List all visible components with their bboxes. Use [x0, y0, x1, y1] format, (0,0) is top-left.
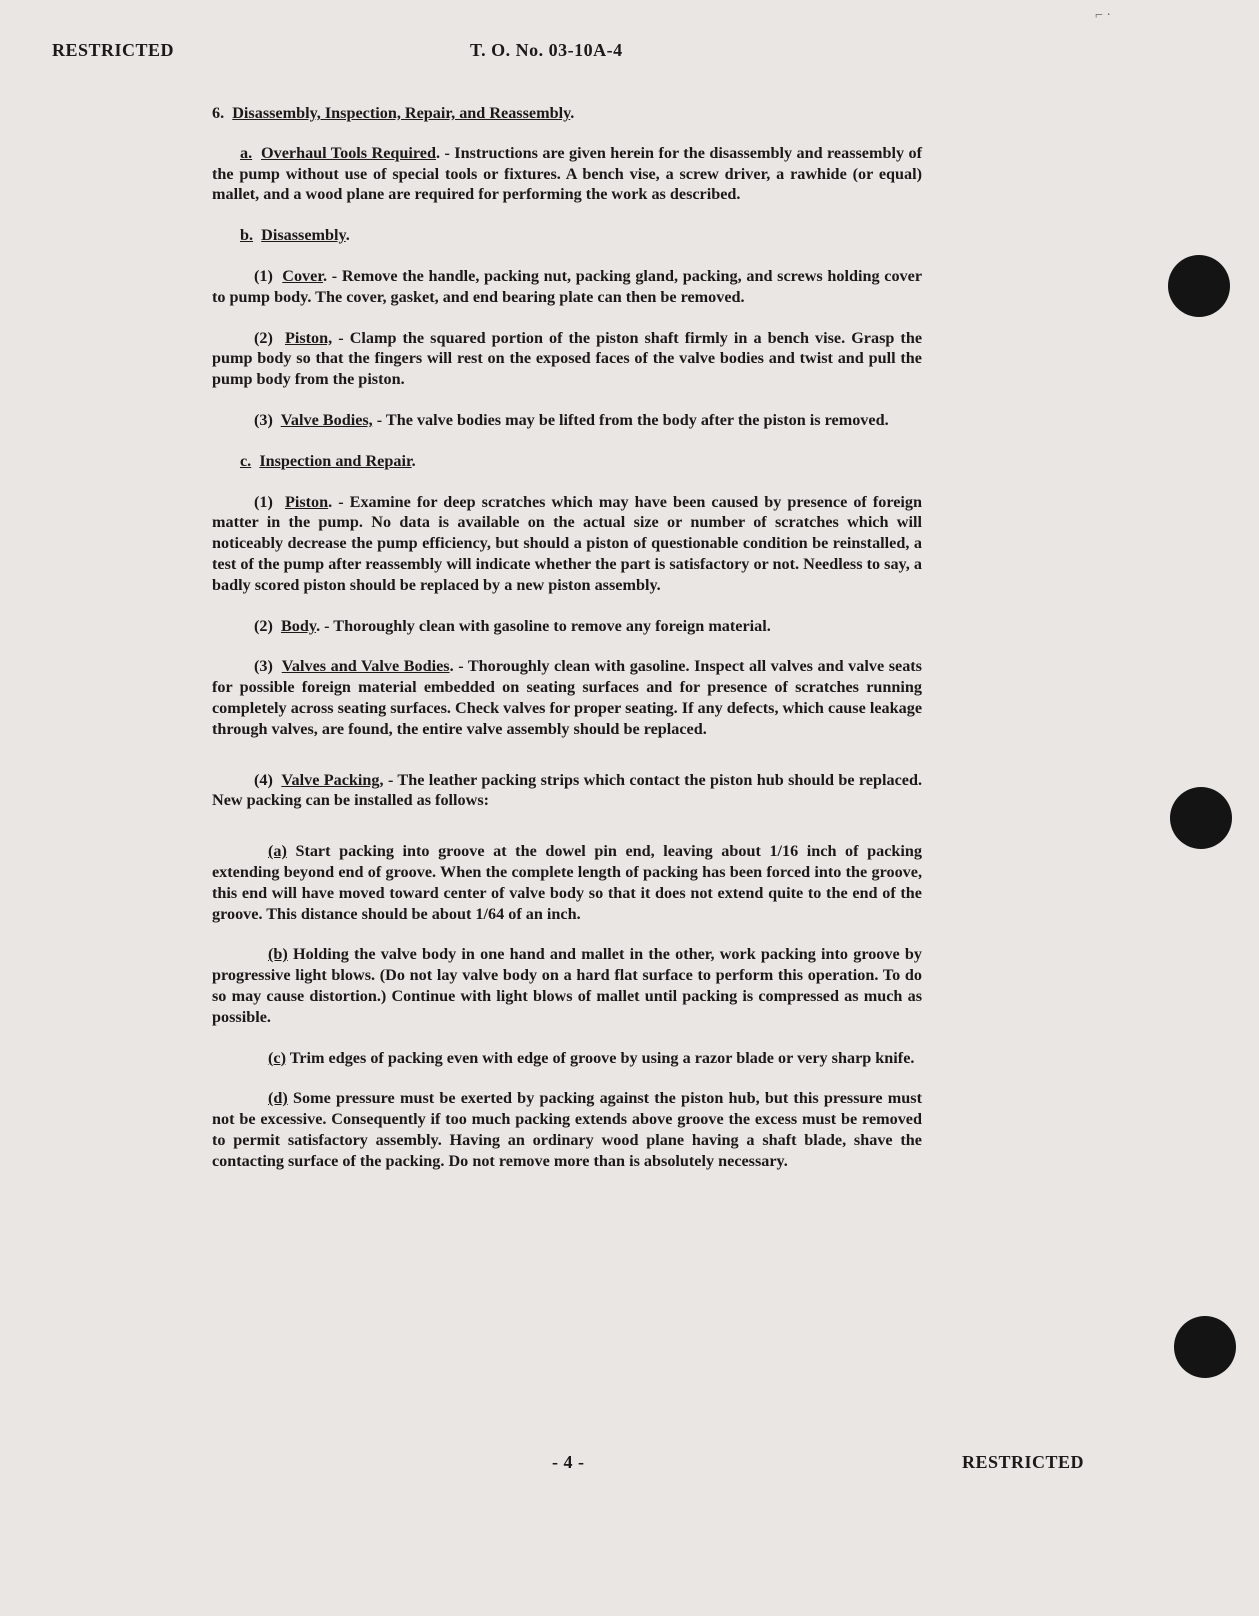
heading-end: . — [411, 451, 416, 470]
punch-hole-middle — [1170, 787, 1232, 849]
heading: Body — [280, 616, 317, 635]
paragraph-text: Start packing into groove at the dowel pin end, leaving about 1/16 inch of packing extending beyond end of groove. When the complete length of packing has been forced into the groove, this end will have moved toward center of valve body so that it does not extend quite to the end of the groove. This distance should be about 1/64 of an inch. — [212, 842, 922, 923]
paragraph-text: - Examine for deep scratches which may have been caused by presence of foreign matter in the pump. No data is available on the actual size or number of scratches which will noticeably decrease the pump efficiency, but should a piston of questionable condition be reinstalled, a test of the pump after reassembly will indicate whether the part is satisfactory or not. Needless to say, a badly scored piston should be replaced by a new piston assembly. — [212, 492, 922, 594]
paragraph-c1 — [212, 492, 922, 596]
paragraph-text: Trim edges of packing even with edge of groove by using a razor blade or very sharp knife. — [285, 1048, 915, 1067]
label: (3) — [254, 657, 273, 676]
paragraph-c4 — [212, 770, 922, 812]
punch-hole-bottom — [1174, 1316, 1236, 1378]
header-restricted-left: RESTRICTED — [52, 40, 175, 60]
heading: Piston — [284, 492, 329, 511]
label: (2) — [254, 328, 273, 347]
corner-mark: ⌐ · — [1095, 8, 1112, 23]
paragraph-c — [212, 451, 922, 472]
paragraph-text: Some pressure must be exerted by packing against the piston hub, but this pressure must not be excessive. Consequently if too much packing extends above groove the excess must be removed to permit satisfactory assembly. Having an ordinary wood plane having a shaft blade, shave the contacting surface of the packing. Do not remove more than is absolutely necessary. — [212, 1089, 922, 1170]
section-heading — [212, 103, 922, 124]
paragraph-b1 — [212, 266, 922, 308]
label: a. — [240, 143, 253, 162]
paragraph-b3 — [212, 410, 922, 431]
heading-end: . — [328, 492, 333, 511]
heading: Overhaul Tools Required — [261, 143, 436, 162]
heading: Disassembly — [261, 226, 346, 245]
label: (1) — [254, 492, 273, 511]
paragraph-text: - Thoroughly clean with gasoline. Inspect all valves and valve seats for possible foreign material embedded on seating surfaces and for presence of scratches running completely across seating surfaces. Check valves for proper seating. If any defects, which cause leakage through valves, are found, the entire valve assembly should be replaced. — [212, 657, 922, 738]
label: (1) — [254, 266, 273, 285]
paragraph-c4d — [212, 1088, 922, 1171]
paragraph-c4a — [212, 841, 922, 924]
paragraph-a — [212, 143, 922, 205]
label: (b) — [268, 945, 288, 964]
label: b. — [240, 226, 254, 245]
label: (c) — [268, 1048, 286, 1067]
heading-end: . — [436, 143, 441, 162]
heading: Inspection and Repair — [259, 451, 412, 470]
paragraph-text: - The valve bodies may be lifted from the body after the piston is removed. — [372, 410, 889, 429]
label: (d) — [268, 1089, 288, 1108]
paragraph-text: - Remove the handle, packing nut, packing gland, packing, and screws holding cover to pump body. The cover, gasket, and end bearing plate can then be removed. — [212, 266, 923, 306]
heading: Cover — [282, 266, 324, 285]
heading: Valves and Valve Bodies — [281, 657, 450, 676]
label: (a) — [268, 842, 287, 861]
heading-end: . — [449, 657, 454, 676]
heading-end: . — [345, 226, 350, 245]
label: (3) — [254, 410, 273, 429]
paragraph-text: - Thoroughly clean with gasoline to remove any foreign material. — [320, 616, 771, 635]
paragraph-c3 — [212, 656, 922, 739]
paragraph-text: - The leather packing strips which contact the piston hub should be replaced. New packing can be installed as follows: — [212, 770, 922, 810]
heading-end: . — [316, 616, 321, 635]
paragraph-b — [212, 225, 922, 246]
heading: Valve Bodies, — [280, 410, 373, 429]
document-body — [212, 103, 922, 1171]
punch-hole-top — [1168, 255, 1230, 317]
paragraph-c4c — [212, 1048, 922, 1069]
label: c. — [240, 451, 252, 470]
header-document-number: T. O. No. 03-10A-4 — [470, 40, 623, 60]
section-title-end: . — [570, 104, 575, 122]
section-number: 6. — [212, 104, 225, 122]
page-number: - 4 - — [552, 1452, 585, 1472]
paragraph-text: - Instructions are given herein for the disassembly and reassembly of the pump without use of special tools or fixtures. A bench vise, a screw driver, a rawhide (or equal) mallet, and a wood plane are required for performing the work as described. — [212, 143, 922, 204]
paragraph-b2 — [212, 328, 922, 390]
paragraph-c2 — [212, 616, 922, 637]
heading: Piston, — [284, 328, 333, 347]
paragraph-text: Holding the valve body in one hand and mallet in the other, work packing into groove by progressive light blows. (Do not lay valve body on a hard flat surface to perform this operation. To do so may cause distortion.) Continue with light blows of mallet until packing is compressed as much as possible. — [212, 945, 922, 1026]
section-title: Disassembly, Inspection, Repair, and Reassembly — [232, 104, 571, 122]
paragraph-text: - Clamp the squared portion of the piston shaft firmly in a bench vise. Grasp the pump body so that the fingers will rest on the exposed faces of the valve bodies and twist and pull the pump body from the piston. — [212, 328, 923, 389]
footer-restricted-right: RESTRICTED — [962, 1452, 1085, 1472]
heading: Valve Packing, — [281, 770, 384, 789]
heading-end: . — [323, 266, 328, 285]
label: (2) — [254, 616, 273, 635]
label: (4) — [254, 770, 273, 789]
paragraph-c4b — [212, 944, 922, 1027]
